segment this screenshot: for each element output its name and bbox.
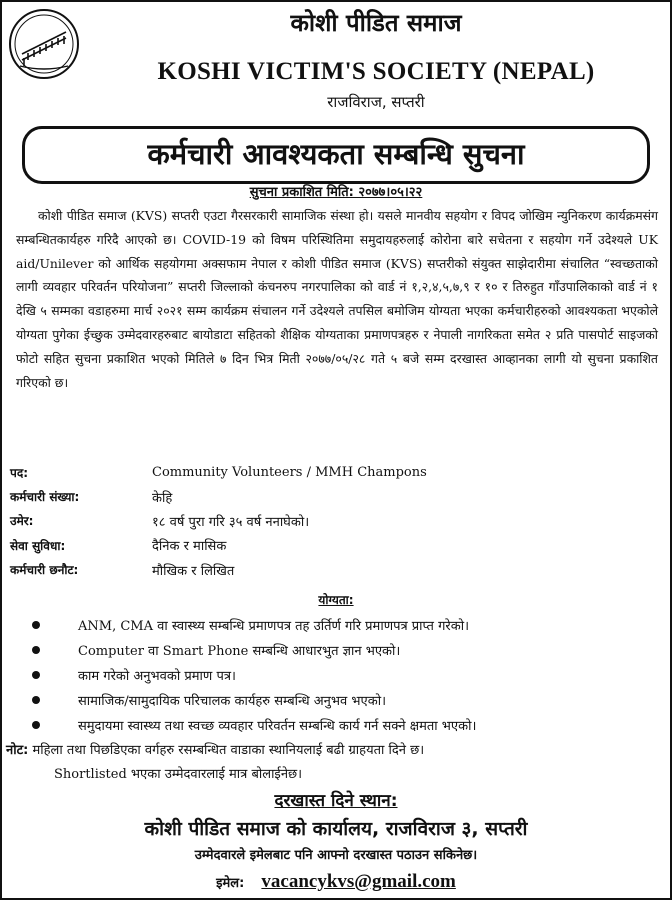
note-text: महिला तथा पिछडिएका वर्गहरु रसम्बन्धित वाडाका स्थानियलाई बढी ग्राहयता दिने छ। bbox=[32, 743, 425, 758]
qualifications-list bbox=[32, 612, 652, 737]
field-value: १८ वर्ष पुरा गरि ३५ वर्ष ननाघेको। bbox=[152, 514, 310, 530]
field-label: उमेर: bbox=[10, 514, 34, 529]
office-address: कोशी पीडित समाज को कार्यालय, राजविराज ३, सप्तरी bbox=[144, 818, 528, 840]
field-label: पद: bbox=[10, 465, 28, 480]
org-name-nepali: कोशी पीडित समाज bbox=[290, 9, 462, 37]
org-name-english: KOSHI VICTIM'S SOCIETY (NEPAL) bbox=[157, 58, 595, 85]
published-date bbox=[2, 184, 670, 202]
qualification-text: सामाजिक/सामुदायिक परिचालक कार्यहरु सम्बन्धि अनुभव भएको। bbox=[78, 693, 386, 709]
notice-title: कर्मचारी आवश्यकता सम्बन्धि सुचना bbox=[147, 137, 525, 171]
bullet-icon bbox=[32, 621, 40, 629]
organization-logo bbox=[8, 8, 80, 80]
field-row-selection bbox=[10, 558, 650, 582]
list-item bbox=[32, 612, 652, 637]
email-link[interactable]: vacancykvs@gmail.com bbox=[261, 871, 456, 892]
field-label: सेवा सुविधा: bbox=[10, 538, 66, 553]
notice-body-paragraph: कोशी पीडित समाज (KVS) सप्तरी एउटा गैरसरकारी सामाजिक संस्था हो। यसले मानवीय सहयोग र विपद जोखिम न्युनिकरण कार्यक्रमसंग सम्बन्धितकार्यहरु गरिदै आएको छ। COVID-19 को विषम परिस्थितिमा समुदायहरुलाई कोरोना बारे सचेतना र सहयोग गर्ने उदेश्यले UK aid/Unilever को आर्थिक सहयोगमा अक्सफाम नेपाल र कोशी पीडित समाज (KVS) सप्तरीको संयुक्त साझेदारीमा संचालित “स्वच्छताको लागी व्यवहार परिवर्तन परियोजना” सप्तरी जिल्लाको कंचनरुप नगरपालिका को वार्ड नं १,२,४,५,७,९ र १० र तिरुहुत गाँउपालिकाको वार्ड नं १ देखि ५ सम्मका वडाहरुमा मार्च २०२१ सम्म कार्यक्रम संचालन गर्ने उदेश्यले तपसिल बमोजिम योग्यता भएका कर्मचारीहरुको आवश्यकता भएकोले योग्यता पुगेका ईच्छुक उम्मेदवारहरुबाट बायोडाटा सहितको शैक्षिक योग्यताका प्रमाणपत्रहरु र नेपाली नागरिकता समेत २ प्रति पासपोर्ट साइजको फोटो सहित सुचना प्रकाशित भएको मितिले ७ दिन भित्र मिती २०७७/०५/२८ गते ५ बजे सम्म दरखास्त आव्हानका लागी यो सुचना प्रकाशित गरिएको छ। bbox=[16, 208, 658, 390]
qualification-text: काम गरेको अनुभवको प्रमाण पत्र। bbox=[78, 668, 236, 684]
field-row-age bbox=[10, 509, 650, 533]
application-place-heading bbox=[2, 790, 670, 812]
qualification-text: समुदायमा स्वास्थ्य तथा स्वच्छ व्यवहार परिवर्तन सम्बन्धि कार्य गर्न सक्ने क्षमता भएको। bbox=[78, 718, 477, 734]
qualification-text: ANM, CMA वा स्वास्थ्य सम्बन्धि प्रमाणपत्र तह उर्तिर्ण गरि प्रमाणपत्र प्राप्त गरेको। bbox=[78, 618, 470, 634]
bullet-icon bbox=[32, 671, 40, 679]
list-item bbox=[32, 712, 652, 737]
shortlist-notice: Shortlisted भएका उम्मेदवारलाई मात्र बोलाईनेछ। bbox=[54, 767, 303, 782]
list-item bbox=[32, 637, 652, 662]
field-value: मौखिक र लिखित bbox=[152, 563, 235, 579]
job-details bbox=[10, 460, 650, 582]
published-date-text: सुचना प्रकाशित मिति: २०७७।०५।२२ bbox=[249, 185, 423, 200]
bullet-icon bbox=[32, 721, 40, 729]
qualifications-heading-text: योग्यता: bbox=[318, 593, 354, 607]
list-item bbox=[32, 687, 652, 712]
email-contact bbox=[2, 870, 670, 896]
field-label: कर्मचारी छनौट: bbox=[10, 563, 79, 578]
notice-title-banner bbox=[22, 126, 650, 184]
field-label: कर्मचारी संख्या: bbox=[10, 490, 80, 505]
field-row-benefits bbox=[10, 533, 650, 557]
list-item bbox=[32, 662, 652, 687]
org-location: राजविराज, सप्तरी bbox=[327, 93, 425, 111]
field-value: केहि bbox=[152, 490, 173, 506]
note bbox=[6, 740, 424, 762]
qualification-text: Computer वा Smart Phone सम्बन्धि आधारभुत ज्ञान भएको। bbox=[78, 643, 401, 659]
field-value: दैनिक र मासिक bbox=[152, 539, 227, 555]
bullet-icon bbox=[32, 696, 40, 704]
field-value: Community Volunteers / MMH Champons bbox=[152, 464, 427, 480]
qualifications-heading bbox=[2, 591, 670, 609]
note-label: नोट: bbox=[6, 743, 29, 758]
email-application-note: उम्मेदवारले इमेलबाट पनि आफ्नो दरखास्त पठाउन सकिनेछ। bbox=[194, 848, 478, 863]
field-row-staff-count bbox=[10, 484, 650, 508]
application-place-heading-text: दरखास्त दिने स्थान: bbox=[274, 791, 398, 811]
email-label: इमेल: bbox=[216, 876, 245, 891]
field-row-position bbox=[10, 460, 650, 484]
bullet-icon bbox=[32, 646, 40, 654]
